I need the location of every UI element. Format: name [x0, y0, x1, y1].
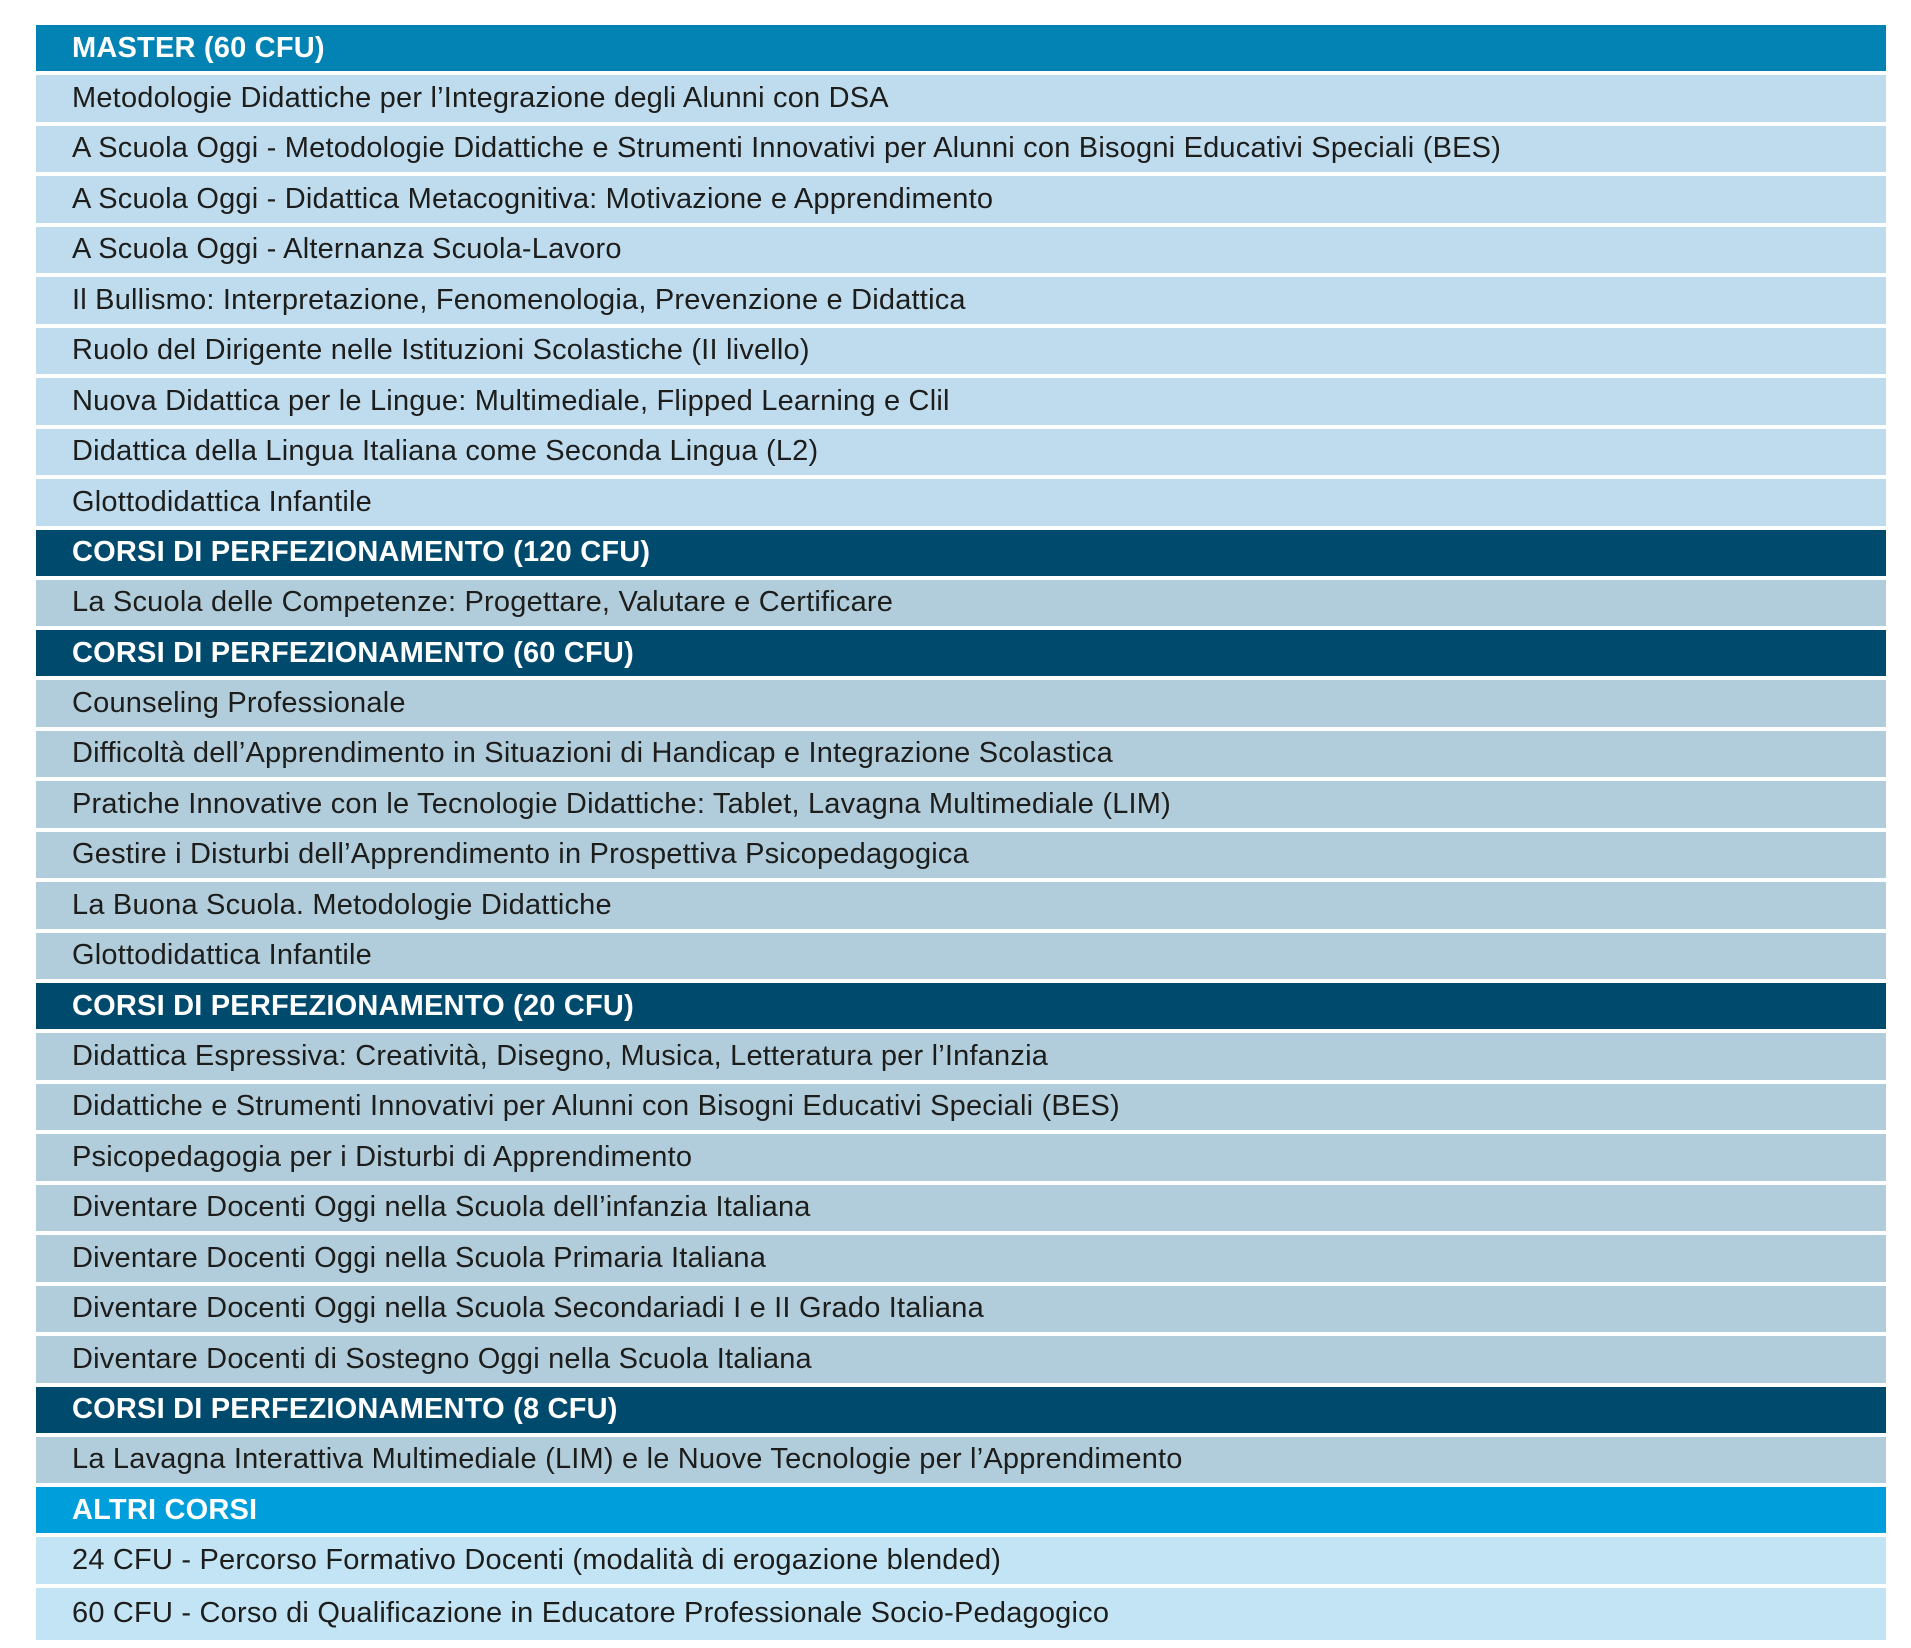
course-item: La Lavagna Interattiva Multimediale (LIM) e le Nuove Tecnologie per l’Apprendimento: [36, 1437, 1886, 1488]
course-item: 24 CFU - Percorso Formativo Docenti (modalità di erogazione blended): [36, 1537, 1886, 1588]
course-item: Diventare Docenti Oggi nella Scuola Primaria Italiana: [36, 1235, 1886, 1286]
course-item: Counseling Professionale: [36, 680, 1886, 731]
course-item: Didattica della Lingua Italiana come Seconda Lingua (L2): [36, 429, 1886, 480]
course-item: Glottodidattica Infantile: [36, 479, 1886, 530]
course-item: Gestire i Disturbi dell’Apprendimento in Prospettiva Psicopedagogica: [36, 832, 1886, 883]
course-item: Glottodidattica Infantile: [36, 933, 1886, 984]
course-table: [36, 25, 1886, 1640]
course-item: Psicopedagogia per i Disturbi di Apprendimento: [36, 1134, 1886, 1185]
section-header: MASTER (60 CFU): [36, 25, 1886, 75]
course-item: Il Bullismo: Interpretazione, Fenomenologia, Prevenzione e Didattica: [36, 277, 1886, 328]
section-header: CORSI DI PERFEZIONAMENTO (8 CFU): [36, 1387, 1886, 1437]
course-item: Pratiche Innovative con le Tecnologie Didattiche: Tablet, Lavagna Multimediale (LIM): [36, 781, 1886, 832]
course-item: Diventare Docenti Oggi nella Scuola Secondariadi I e II Grado Italiana: [36, 1286, 1886, 1337]
course-item: Ruolo del Dirigente nelle Istituzioni Scolastiche (II livello): [36, 328, 1886, 379]
course-item: Nuova Didattica per le Lingue: Multimediale, Flipped Learning e Clil: [36, 378, 1886, 429]
course-item: Difficoltà dell’Apprendimento in Situazioni di Handicap e Integrazione Scolastica: [36, 731, 1886, 782]
course-item: La Scuola delle Competenze: Progettare, Valutare e Certificare: [36, 580, 1886, 631]
course-item: Diventare Docenti Oggi nella Scuola dell’infanzia Italiana: [36, 1185, 1886, 1236]
course-item: Didattiche e Strumenti Innovativi per Alunni con Bisogni Educativi Speciali (BES): [36, 1084, 1886, 1135]
section-header: CORSI DI PERFEZIONAMENTO (120 CFU): [36, 530, 1886, 580]
course-item: Didattica Espressiva: Creatività, Disegno, Musica, Letteratura per l’Infanzia: [36, 1033, 1886, 1084]
course-item: A Scuola Oggi - Metodologie Didattiche e Strumenti Innovativi per Alunni con Bisogni Educativi Speciali (BES): [36, 126, 1886, 177]
section-header: CORSI DI PERFEZIONAMENTO (20 CFU): [36, 983, 1886, 1033]
course-item: Metodologie Didattiche per l’Integrazione degli Alunni con DSA: [36, 75, 1886, 126]
section-header: ALTRI CORSI: [36, 1487, 1886, 1537]
section-header: CORSI DI PERFEZIONAMENTO (60 CFU): [36, 630, 1886, 680]
course-item: Diventare Docenti di Sostegno Oggi nella Scuola Italiana: [36, 1336, 1886, 1387]
course-item: 60 CFU - Corso di Qualificazione in Educatore Professionale Socio-Pedagogico: [36, 1588, 1886, 1640]
course-item: A Scuola Oggi - Didattica Metacognitiva: Motivazione e Apprendimento: [36, 176, 1886, 227]
course-item: A Scuola Oggi - Alternanza Scuola-Lavoro: [36, 227, 1886, 278]
course-item: La Buona Scuola. Metodologie Didattiche: [36, 882, 1886, 933]
